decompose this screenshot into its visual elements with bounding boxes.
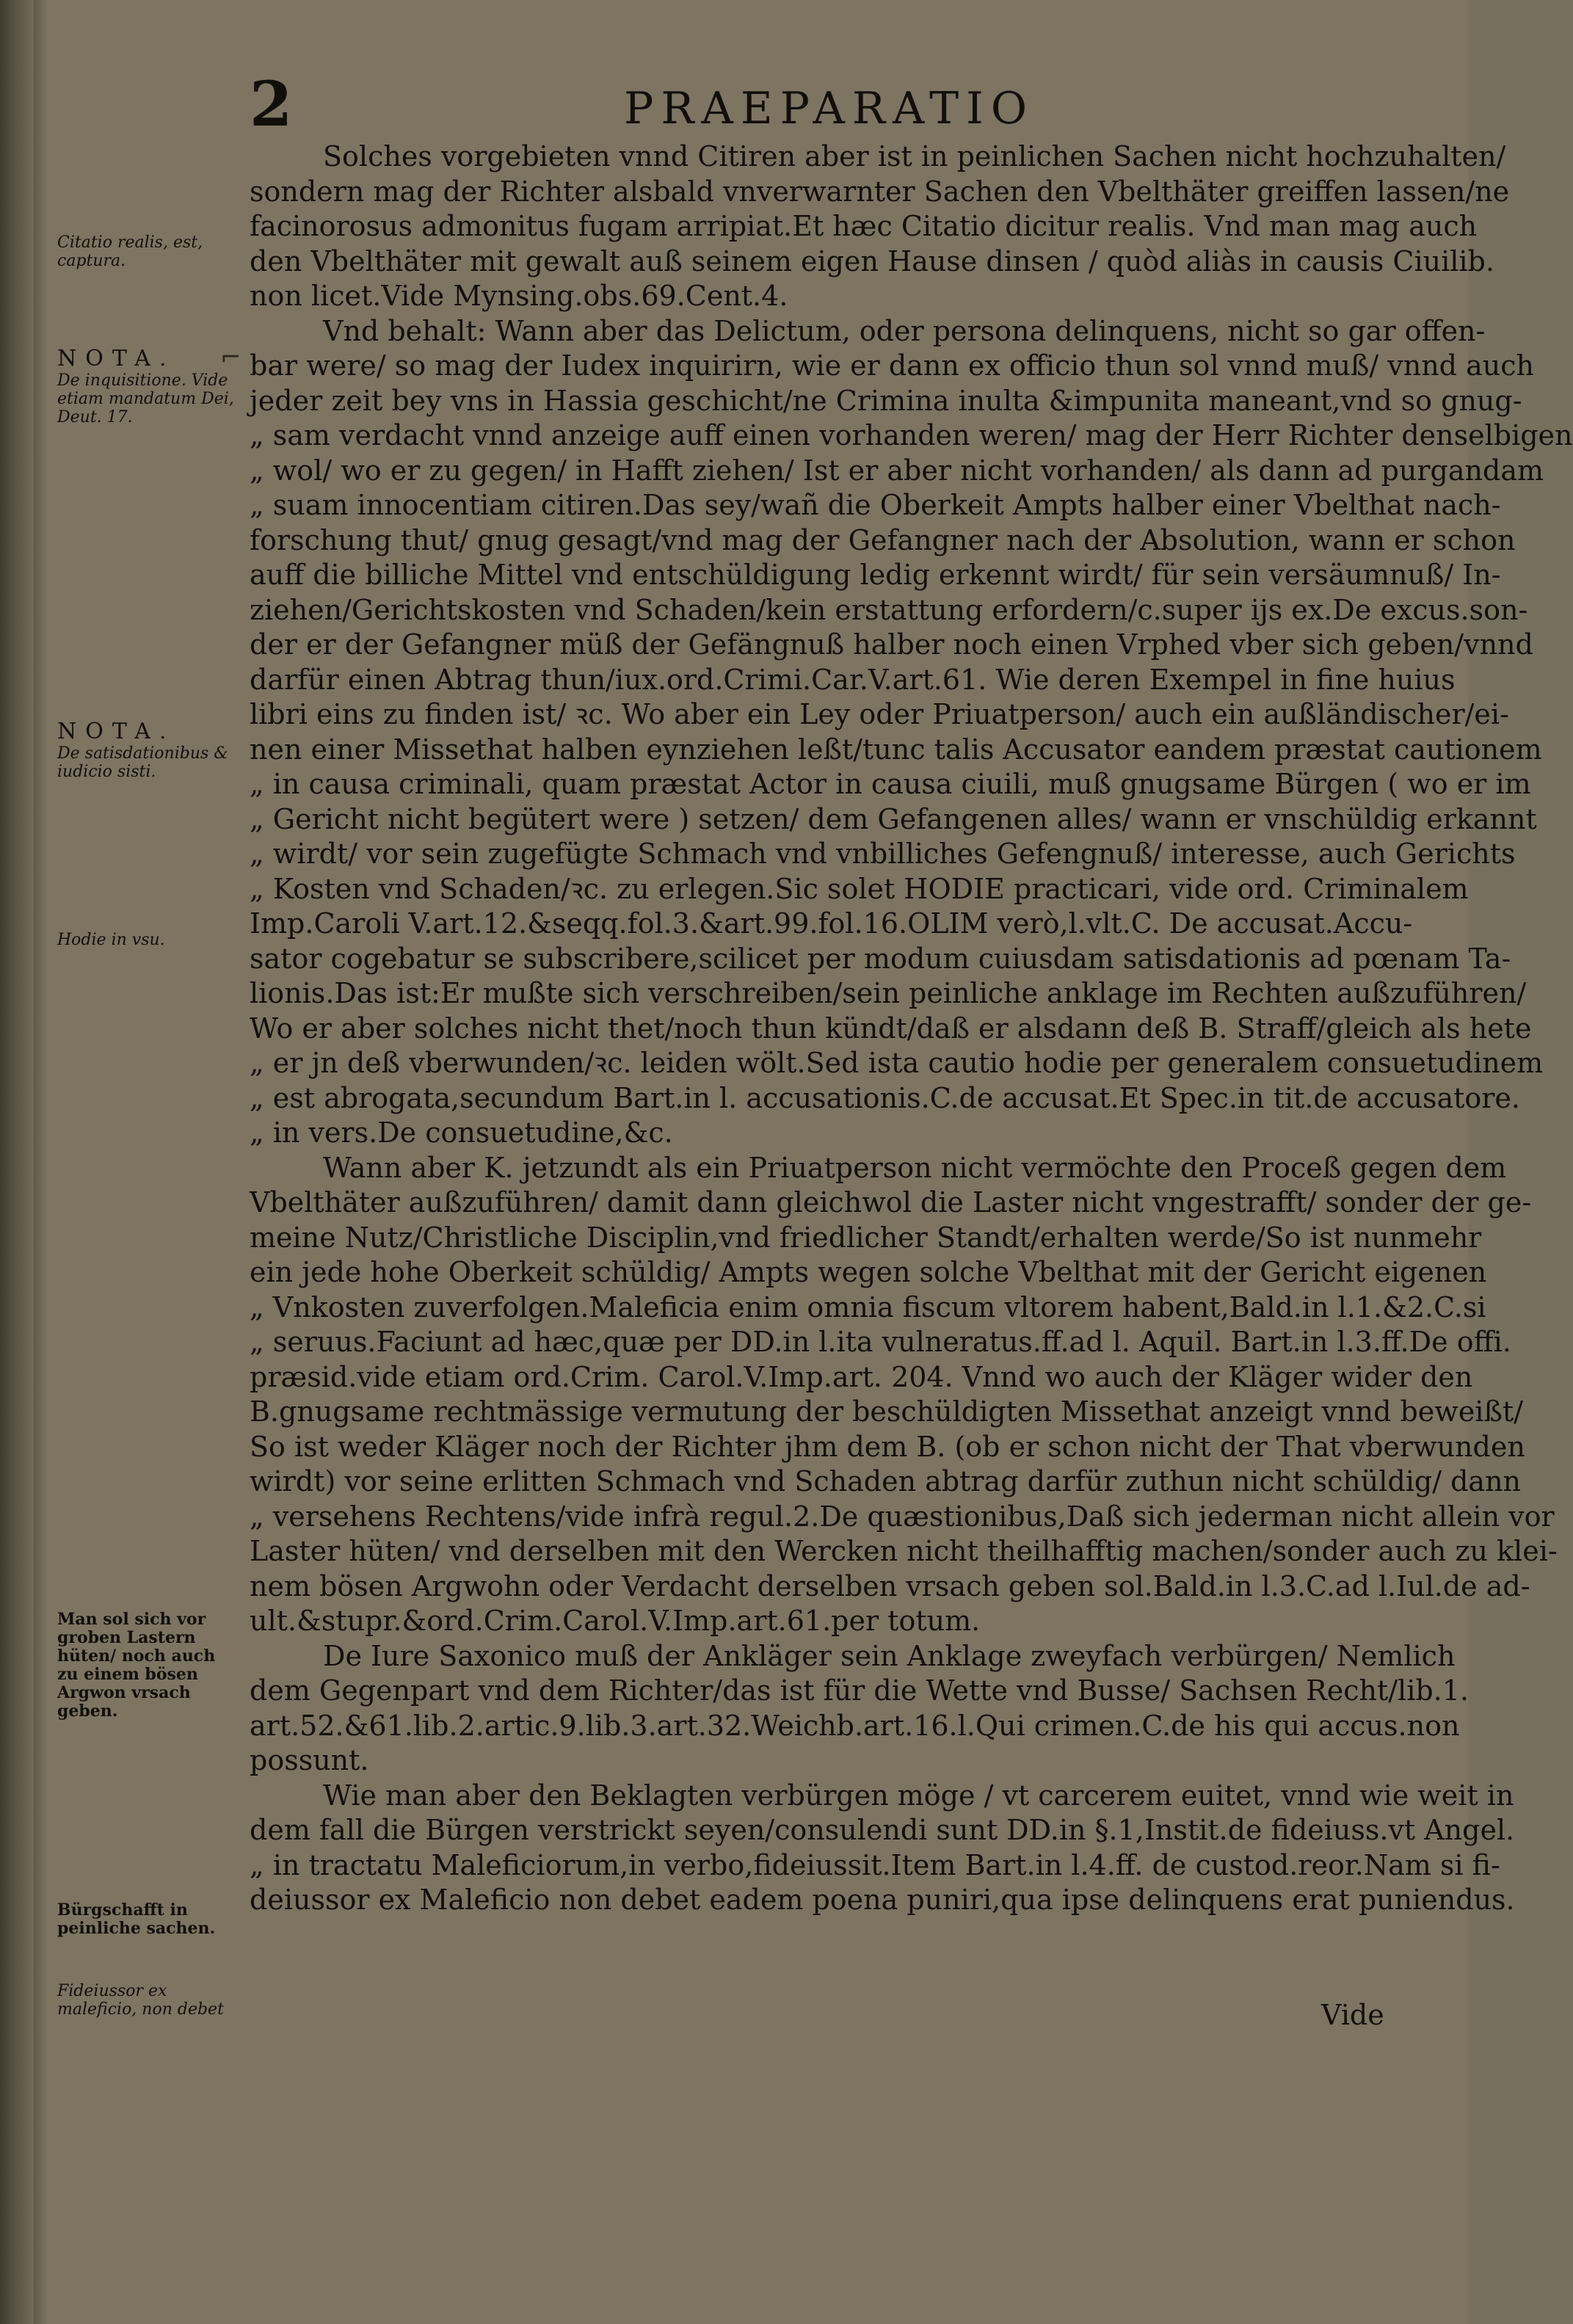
text-line: sondern mag der Richter alsbald vnverwarnter Sachen den Vbelthäter greiffen lassen/ne bbox=[250, 175, 1510, 208]
text-line: „ wirdt/ vor sein zugefügte Schmach vnd vnbilliches Gefengnuß/ interesse, auch Gerichts bbox=[250, 838, 1516, 870]
text-line: So ist weder Kläger noch der Richter jhm dem B. (ob er schon nicht der That vberwunden bbox=[250, 1430, 1525, 1463]
running-head: PRAEPARATIO bbox=[624, 83, 1035, 134]
text-line: „ in vers.De consuetudine,&c. bbox=[250, 1116, 673, 1149]
margin-note-buergschafft bbox=[57, 1901, 241, 1938]
text-line: darfür einen Abtrag thun/iux.ord.Crimi.Car.V.art.61. Wie deren Exempel in fine huius bbox=[250, 663, 1456, 696]
text-line: „ suam innocentiam citiren.Das sey/wañ die Oberkeit Ampts halber einer Vbelthat nach- bbox=[250, 489, 1501, 521]
text-line: nem bösen Argwohn oder Verdacht derselben vrsach geben sol.Bald.in l.3.C.ad l.Iul.de ad- bbox=[250, 1569, 1530, 1602]
text-line: „ er jn deß vberwunden/ꝛc. leiden wölt.Sed ista cautio hodie per generalem consuetudinem bbox=[250, 1047, 1544, 1079]
margin-note-text: Citatio realis, est, captura. bbox=[57, 233, 203, 270]
text-line: libri eins zu finden ist/ ꝛc. Wo aber ein Ley oder Priuatperson/ auch ein außländischer/ei- bbox=[250, 698, 1509, 730]
text-line: Laster hüten/ vnd derselben mit den Wercken nicht theilhafftig machen/sonder auch zu klei- bbox=[250, 1535, 1558, 1567]
text-line: non licet.Vide Mynsing.obs.69.Cent.4. bbox=[250, 280, 788, 312]
text-line: „ Gericht nicht begütert were ) setzen/ dem Gefangenen alles/ wann er vnschüldig erkannt bbox=[250, 802, 1537, 835]
text-line: forschung thut/ gnug gesagt/vnd mag der Gefangner nach der Absolution, wann er schon bbox=[250, 523, 1516, 556]
page-gutter bbox=[0, 0, 34, 2324]
margin-note-inquisitione bbox=[57, 343, 241, 426]
text-line: „ in tractatu Maleficiorum,in verbo,fideiussit.Item Bart.in l.4.ff. de custod.reor.Nam si fi- bbox=[250, 1848, 1500, 1881]
text-line: wirdt) vor seine erlitten Schmach vnd Schaden abtrag darfür zuthun nicht schüldig/ dann bbox=[250, 1465, 1522, 1497]
text-line: den Vbelthäter mit gewalt auß seinem eigen Hause dinsen / quòd aliàs in causis Ciuilib. bbox=[250, 244, 1494, 277]
text-line: Wann aber K. jetzundt als ein Priuatperson nicht vermöchte den Proceß gegen dem bbox=[323, 1151, 1507, 1184]
text-line: Vbelthäter außzuführen/ damit dann gleichwol die Laster nicht vngestrafft/ sonder der ge- bbox=[250, 1186, 1532, 1219]
text-line: præsid.vide etiam ord.Crim. Carol.V.Imp.art. 204. Vnnd wo auch der Kläger wider den bbox=[250, 1360, 1473, 1393]
text-line: bar were/ so mag der Iudex inquirirn, wie er dann ex officio thun sol vnnd muß/ vnnd auch bbox=[250, 349, 1534, 382]
text-line: „ Kosten vnd Schaden/ꝛc. zu erlegen.Sic solet HODIE practicari, vide ord. Criminalem bbox=[250, 872, 1469, 905]
text-line: dem Gegenpart vnd dem Richter/das ist für die Wette vnd Busse/ Sachsen Recht/lib.1. bbox=[250, 1674, 1470, 1707]
text-line: ein jede hohe Oberkeit schüldig/ Ampts wegen solche Vbelthat mit der Gericht eigenen bbox=[250, 1256, 1487, 1288]
margin-note-satisdationibus bbox=[57, 719, 241, 781]
margin-note-fideiussor bbox=[57, 1982, 241, 2019]
page-number: 2 bbox=[250, 68, 293, 140]
margin-nota-label: NOTA. bbox=[57, 346, 175, 371]
margin-nota-label: NOTA. bbox=[57, 719, 175, 744]
text-line: Wie man aber den Beklagten verbürgen möge / vt carcerem euitet, vnnd wie weit in bbox=[323, 1779, 1514, 1812]
text-line: Imp.Caroli V.art.12.&seqq.fol.3.&art.99.fol.16.OLIM verò,l.vlt.C. De accusat.Accu- bbox=[250, 907, 1413, 940]
text-line: der er der Gefangner müß der Gefängnuß halber noch einen Vrphed vber sich geben/vnnd bbox=[250, 628, 1533, 661]
text-line: „ Vnkosten zuverfolgen.Maleficia enim omnia fiscum vltorem habent,Bald.in l.1.&2.C.si bbox=[250, 1290, 1486, 1323]
text-line: ult.&stupr.&ord.Crim.Carol.V.Imp.art.61.per totum. bbox=[250, 1605, 981, 1637]
text-line: meine Nutz/Christliche Disciplin,vnd friedlicher Standt/erhalten werde/So ist nunmehr bbox=[250, 1221, 1482, 1254]
text-line: dem fall die Bürgen verstrickt seyen/consulendi sunt DD.in §.1,Instit.de fideiuss.vt Angel. bbox=[250, 1814, 1515, 1846]
text-line: Vnd behalt: Wann aber das Delictum, oder persona delinquens, nicht so gar offen- bbox=[323, 314, 1486, 347]
margin-note-text: Fideiussor ex maleficio, non debet bbox=[57, 1982, 224, 2019]
margin-note-hodie bbox=[57, 931, 241, 949]
text-line: „ sam verdacht vnnd anzeige auff einen vorhanden weren/ mag der Herr Richter denselbigen bbox=[250, 419, 1573, 451]
margin-note-text: De inquisitione. Vide etiam mandatum Dei, Deut. 17. bbox=[57, 371, 234, 426]
bracket-mark: ⌐ bbox=[220, 343, 241, 372]
text-line: „ est abrogata,secundum Bart.in l. accusationis.C.de accusat.Et Spec.in tit.de accusatore. bbox=[250, 1081, 1521, 1114]
text-line: „ seruus.Faciunt ad hæc,quæ per DD.in l.ita vulneratus.ff.ad l. Aquil. Bart.in l.3.ff.De offi. bbox=[250, 1326, 1511, 1358]
margin-note-text: Man sol sich vor groben Lastern hüten/ noch auch zu einem bösen Argwon vrsach geben. bbox=[57, 1610, 216, 1721]
margin-note-text: Bürgschafft in peinliche sachen. bbox=[57, 1900, 216, 1938]
text-line: facinorosus admonitus fugam arripiat.Et hæc Citatio dicitur realis. Vnd man mag auch bbox=[250, 210, 1478, 242]
page-fold-shadow bbox=[34, 0, 47, 2324]
text-line: Wo er aber solches nicht thet/noch thun kündt/daß er alsdann deß B. Straff/gleich als hete bbox=[250, 1012, 1532, 1045]
text-line: auff die billiche Mittel vnd entschüldigung ledig erkennt wirdt/ für sein versäumnuß/ In- bbox=[250, 559, 1501, 591]
text-line: art.52.&61.lib.2.artic.9.lib.3.art.32.Weichb.art.16.l.Qui crimen.C.de his qui accus.non bbox=[250, 1709, 1460, 1742]
text-line: „ versehens Rechtens/vide infrà regul.2.De quæstionibus,Daß sich jederman nicht allein vor bbox=[250, 1500, 1555, 1533]
text-line: possunt. bbox=[250, 1744, 369, 1776]
margin-note-text: De satisdationibus & iudicio sisti. bbox=[57, 744, 228, 781]
text-line: deiussor ex Maleficio non debet eadem poena puniri,qua ipse delinquens erat puniendus. bbox=[250, 1884, 1515, 1916]
text-line: „ wol/ wo er zu gegen/ in Hafft ziehen/ Ist er aber nicht vorhanden/ als dann ad purgandam bbox=[250, 454, 1544, 487]
main-text bbox=[250, 139, 1573, 1918]
margin-note-text: Hodie in vsu. bbox=[57, 931, 165, 949]
text-line: De Iure Saxonico muß der Ankläger sein Anklage zweyfach verbürgen/ Nemlich bbox=[323, 1639, 1456, 1672]
margin-note-laster bbox=[57, 1611, 241, 1721]
text-line: „ in causa criminali, quam præstat Actor in causa ciuili, muß gnugsame Bürgen ( wo er im bbox=[250, 768, 1531, 800]
text-line: lionis.Das ist:Er mußte sich verschreiben/sein peinliche anklage im Rechten außzuführen/ bbox=[250, 977, 1527, 1009]
text-line: ziehen/Gerichtskosten vnd Schaden/kein erstattung erfordern/c.super ijs ex.De excus.son- bbox=[250, 593, 1528, 626]
text-line: Solches vorgebieten vnnd Citiren aber ist in peinlichen Sachen nicht hochzuhalten/ bbox=[323, 140, 1506, 173]
margin-note-citatio bbox=[57, 233, 241, 270]
text-line: nen einer Missethat halben eynziehen leßt/tunc talis Accusator eandem præstat cautionem bbox=[250, 733, 1542, 766]
text-line: B.gnugsame rechtmässige vermutung der beschüldigten Missethat anzeigt vnnd beweißt/ bbox=[250, 1395, 1523, 1428]
catchword: Vide bbox=[1321, 1999, 1384, 2031]
text-line: sator cogebatur se subscribere,scilicet per modum cuiusdam satisdationis ad pœnam Ta- bbox=[250, 942, 1511, 975]
text-line: jeder zeit bey vns in Hassia geschicht/ne Crimina inulta &impunita maneant,vnd so gnug- bbox=[250, 384, 1522, 417]
